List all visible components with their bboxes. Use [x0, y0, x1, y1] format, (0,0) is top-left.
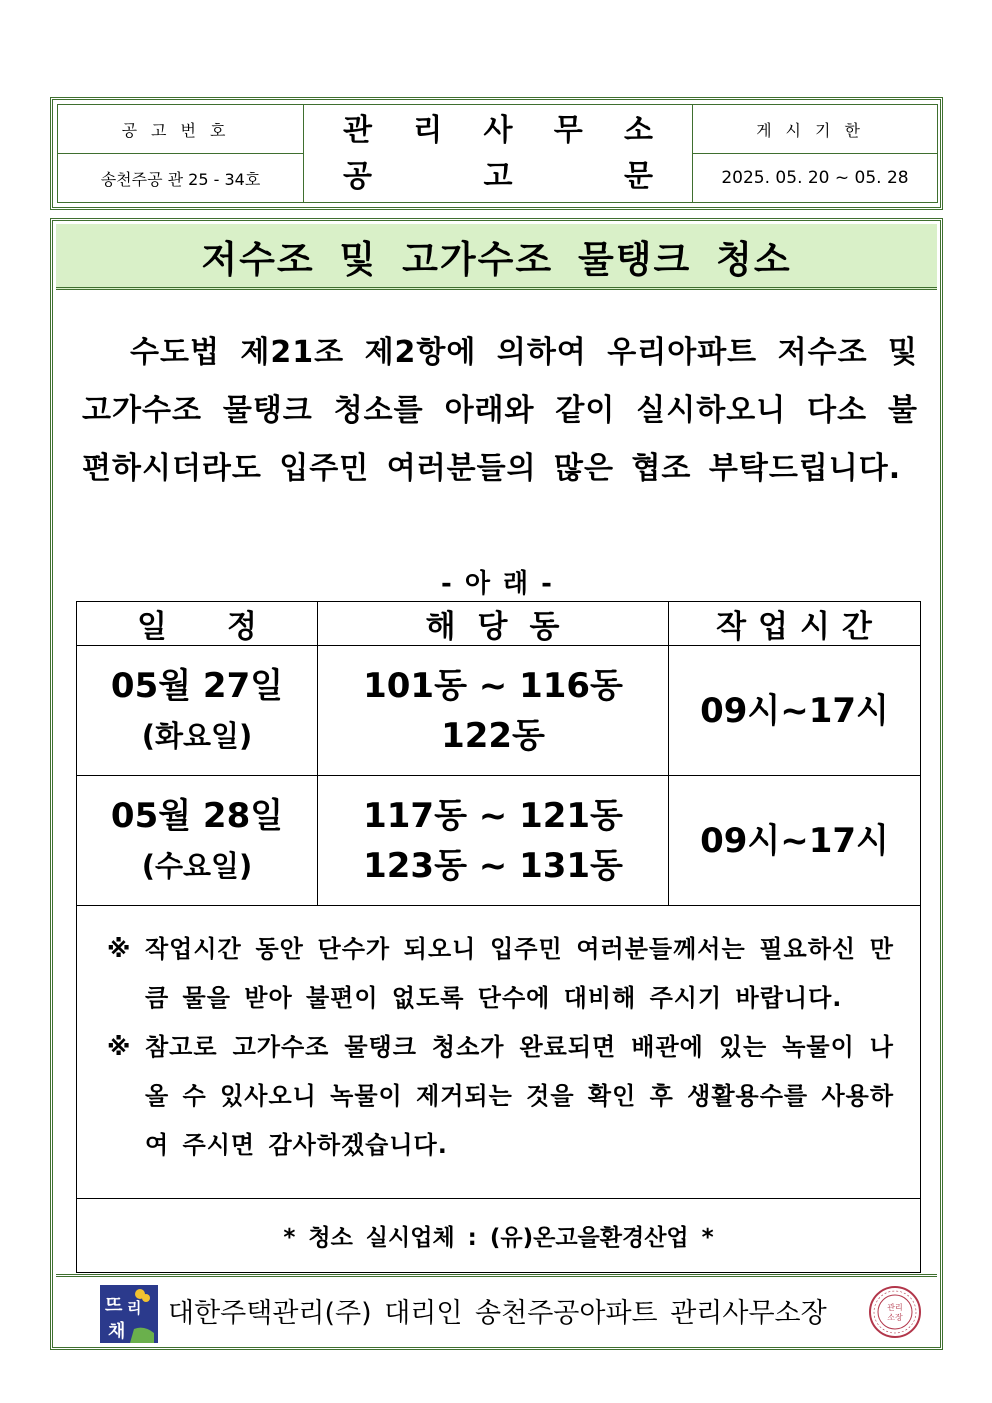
office-title [343, 108, 653, 154]
svg-text:소장: 소장 [887, 1313, 903, 1322]
date-text: 05월 28일 [110, 795, 284, 836]
office-notice-title [304, 104, 692, 203]
table-row-time-cell [669, 646, 920, 775]
weekday-text: (수요일) [141, 848, 253, 883]
work-time-text: 09시~17시 [700, 820, 889, 861]
svg-text:리: 리 [127, 1299, 142, 1317]
notice-footer [56, 1274, 937, 1344]
svg-text:관리: 관리 [887, 1303, 903, 1312]
table-row-time-cell [669, 776, 920, 905]
weekday-text: (화요일) [141, 718, 253, 753]
notice-word-char: 고 [483, 158, 513, 194]
table-row-buildings-cell [318, 646, 668, 775]
notice-number-value: 송천주공 관 25 - 34호 [57, 154, 304, 203]
table-row-date-cell [77, 776, 317, 905]
notice-word-char: 공 [343, 158, 372, 194]
svg-text:채: 채 [108, 1321, 126, 1342]
notice-header [50, 97, 943, 210]
note-text: 참고로 고가수조 물탱크 청소가 완료되면 배관에 있는 녹물이 나올 수 있사오니 녹물이 제거되는 것을 확인 후 생활용수를 사용하여 주시면 감사하겠습니다. [145, 1033, 894, 1159]
buildings-text: 101동 ~ 116동 [363, 665, 623, 706]
notes-section [77, 905, 920, 1198]
notice-number-label: 공고번호 [57, 104, 304, 154]
notice-body [50, 218, 943, 1350]
official-seal-icon [868, 1285, 922, 1339]
buildings-text: 122동 [441, 715, 545, 756]
company-logo-icon [100, 1285, 158, 1343]
reference-mark: ※ [107, 935, 131, 963]
intro-paragraph: 수도법 제21조 제2항에 의하여 우리아파트 저수조 및 고가수조 물탱크 청소를 아래와 같이 실시하오니 다소 불편하시더라도 입주민 여러분들의 많은 협조 부탁드립니다. [82, 335, 918, 486]
issuer-text: 대한주택관리(주) 대리인 송천주공아파트 관리사무소장 [168, 1298, 827, 1329]
posting-period-value: 2025. 05. 20 ~ 05. 28 [692, 154, 938, 203]
office-title-char: 관 [343, 112, 372, 148]
column-header-buildings: 해당동 [425, 609, 582, 645]
column-header-schedule: 일정 [137, 609, 317, 645]
below-label: - 아 래 - [441, 569, 552, 599]
note-text: 작업시간 동안 단수가 되오니 입주민 여러분들께서는 필요하신 만큼 물을 받아 불편이 없도록 단수에 대비해 주시기 바랍니다. [145, 935, 894, 1012]
date-text: 05월 27일 [110, 665, 284, 706]
buildings-text: 123동 ~ 131동 [363, 845, 623, 886]
office-title-char: 소 [624, 112, 653, 148]
notice-title: 저수조 및 고가수조 물탱크 청소 [56, 224, 937, 290]
notice-word [343, 154, 653, 200]
buildings-text: 117동 ~ 121동 [363, 795, 623, 836]
work-time-text: 09시~17시 [700, 690, 889, 731]
office-title-char: 리 [413, 112, 443, 148]
note-item [107, 1023, 894, 1170]
schedule-table [76, 601, 921, 1273]
notice-word-char: 문 [624, 158, 653, 194]
note-item [107, 925, 894, 1023]
table-row-buildings-cell [318, 776, 668, 905]
table-row-date-cell [77, 646, 317, 775]
office-title-char: 사 [483, 112, 513, 148]
office-title-char: 무 [553, 112, 583, 148]
column-header-work-time: 작업시간 [716, 609, 884, 645]
cleaning-company-line: * 청소 실시업체 : (유)온고을환경산업 * [283, 1224, 714, 1251]
reference-mark: ※ [107, 1033, 131, 1061]
svg-text:뜨: 뜨 [105, 1295, 123, 1316]
posting-period-label: 게시기한 [692, 104, 938, 154]
